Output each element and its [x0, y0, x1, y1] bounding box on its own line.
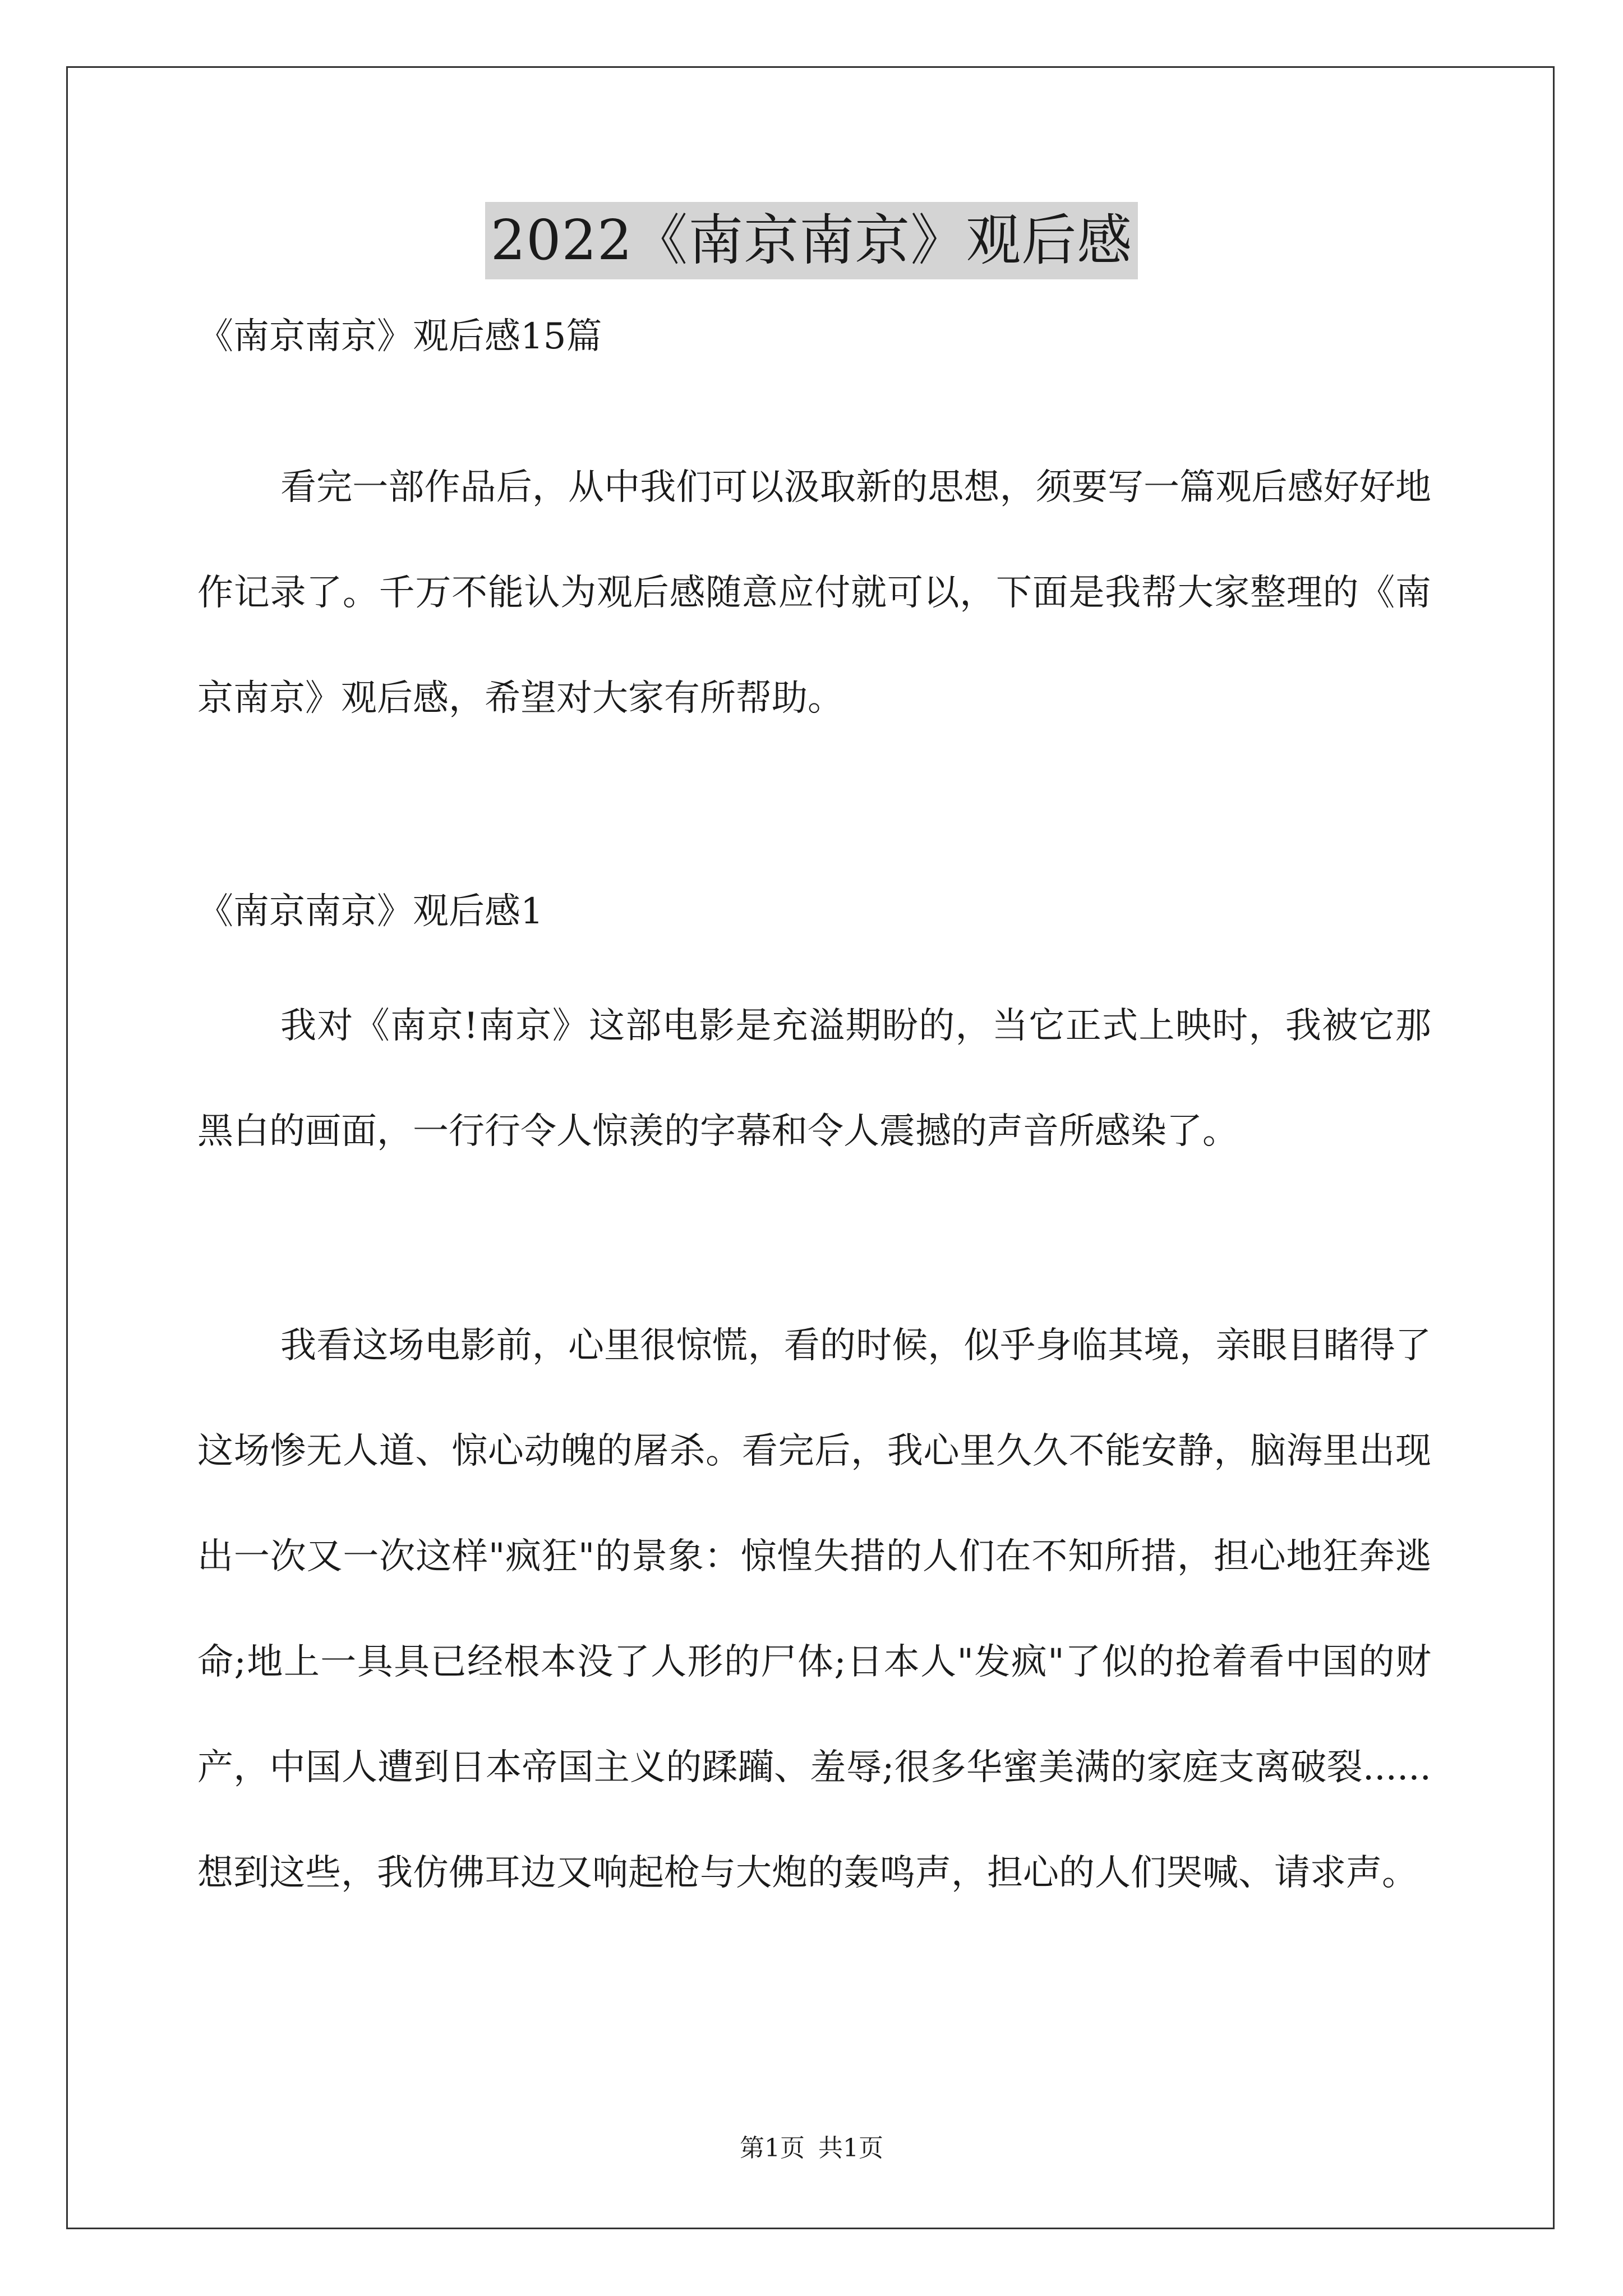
body-paragraph: 我对《南京!南京》这部电影是充溢期盼的，当它正式上映时，我被它那黑白的画面，一行行令人惊羡的字幕和令人震撼的声音所感染了。: [197, 1005, 1431, 1152]
page-footer: [0, 2132, 1623, 2165]
title-container: [0, 202, 1623, 279]
intro-paragraph: 看完一部作品后，从中我们可以汲取新的思想，须要写一篇观后感好好地作记录了。千万不能认为观后感随意应付就可以，下面是我帮大家整理的《南京南京》观后感，希望对大家有所帮助。: [197, 467, 1431, 719]
document-subtitle: 《南京南京》观后感15篇: [197, 316, 602, 357]
page-number: 第1页: [740, 2134, 805, 2162]
document-title: 2022《南京南京》观后感: [485, 202, 1138, 279]
body-paragraph: 我看这场电影前，心里很惊慌，看的时候，似乎身临其境，亲眼目睹得了这场惨无人道、惊心动魄的屠杀。看完后，我心里久久不能安静，脑海里出现出一次又一次这样"疯狂"的景象：惊惶失措的人们在不知所措，担心地狂奔逃命;地上一具具已经根本没了人形的尸体;日本人"发疯"了似的抢着看中国的财产，中国人遭到日本帝国主义的蹂躏、羞辱;很多华蜜美满的家庭支离破裂......想到这些，我仿佛耳边又响起枪与大炮的轰鸣声，担心的人们哭喊、请求声。: [197, 1325, 1431, 1894]
section-heading: 《南京南京》观后感1: [197, 891, 543, 932]
page-total: 共1页: [818, 2134, 883, 2162]
